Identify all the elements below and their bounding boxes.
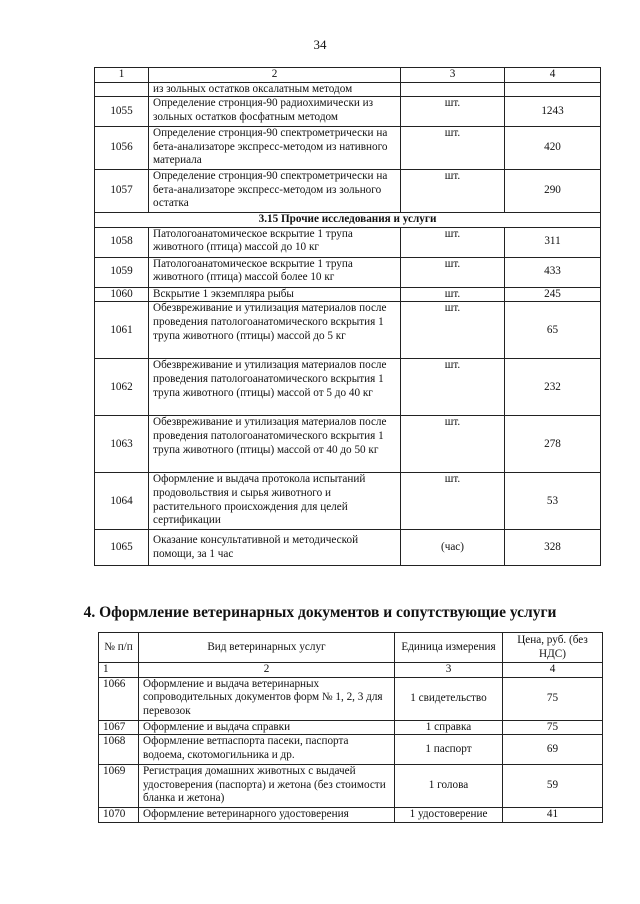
unit: (час) bbox=[401, 530, 505, 566]
service-name: Вскрытие 1 экземпляра рыбы bbox=[149, 287, 401, 302]
unit: шт. bbox=[401, 416, 505, 473]
column-index: 4 bbox=[505, 68, 601, 83]
row-number: 1064 bbox=[95, 473, 149, 530]
section-heading: 3.15 Прочие исследования и услуги bbox=[95, 213, 601, 228]
row-number: 1061 bbox=[95, 302, 149, 359]
unit: 1 голова bbox=[395, 765, 503, 808]
table-row bbox=[95, 127, 601, 170]
service-name: Определение стронция-90 спектрометрически на бета-анализаторе экспресс-методом из нативного материала bbox=[149, 127, 401, 170]
service-name: Оформление и выдача ветеринарных сопроводительных документов форм № 1, 2, 3 для перевозок bbox=[139, 677, 395, 720]
unit: шт. bbox=[401, 127, 505, 170]
service-name: Обезвреживание и утилизация материалов после проведения патологоанатомического вскрытия 1 трупа животного (птицы) массой от 40 до 50 кг bbox=[149, 416, 401, 473]
price: 245 bbox=[505, 287, 601, 302]
table-row bbox=[99, 735, 603, 765]
row-number: 1070 bbox=[99, 808, 139, 823]
unit: шт. bbox=[401, 97, 505, 127]
service-name: Обезвреживание и утилизация материалов после проведения патологоанатомического вскрытия 1 трупа животного (птицы) массой от 5 до 40 кг bbox=[149, 359, 401, 416]
row-number: 1062 bbox=[95, 359, 149, 416]
service-name: Оформление и выдача справки bbox=[139, 720, 395, 735]
table-row bbox=[95, 257, 601, 287]
service-name: Патологоанатомическое вскрытие 1 трупа животного (птица) массой более 10 кг bbox=[149, 257, 401, 287]
service-name: из зольных остатков оксалатным методом bbox=[149, 82, 401, 97]
service-name: Обезвреживание и утилизация материалов после проведения патологоанатомического вскрытия 1 трупа животного (птицы) массой до 5 кг bbox=[149, 302, 401, 359]
service-name: Патологоанатомическое вскрытие 1 трупа животного (птица) массой до 10 кг bbox=[149, 227, 401, 257]
price-table-section-3 bbox=[94, 67, 601, 566]
table-row-continuation bbox=[95, 82, 601, 97]
row-number: 1069 bbox=[99, 765, 139, 808]
price: 311 bbox=[505, 227, 601, 257]
unit: шт. bbox=[401, 227, 505, 257]
price: 75 bbox=[503, 677, 603, 720]
table-row bbox=[95, 416, 601, 473]
table-row bbox=[99, 720, 603, 735]
row-number: 1057 bbox=[95, 170, 149, 213]
column-index: 4 bbox=[503, 663, 603, 678]
price-table-section-4 bbox=[98, 632, 603, 823]
column-index: 1 bbox=[99, 663, 139, 678]
row-number: 1066 bbox=[99, 677, 139, 720]
service-name: Оформление ветеринарного удостоверения bbox=[139, 808, 395, 823]
header-unit: Единица измерения bbox=[395, 633, 503, 663]
price: 53 bbox=[505, 473, 601, 530]
unit: 1 справка bbox=[395, 720, 503, 735]
column-index: 3 bbox=[395, 663, 503, 678]
unit: шт. bbox=[401, 359, 505, 416]
row-number: 1058 bbox=[95, 227, 149, 257]
table-column-index-row bbox=[99, 663, 603, 678]
unit: 1 свидетельство bbox=[395, 677, 503, 720]
service-name: Оказание консультативной и методической помощи, за 1 час bbox=[149, 530, 401, 566]
row-number: 1065 bbox=[95, 530, 149, 566]
column-index: 1 bbox=[95, 68, 149, 83]
table-row bbox=[95, 530, 601, 566]
row-number: 1060 bbox=[95, 287, 149, 302]
table-row bbox=[99, 808, 603, 823]
column-index: 3 bbox=[401, 68, 505, 83]
header-number: № п/п bbox=[99, 633, 139, 663]
row-number: 1068 bbox=[99, 735, 139, 765]
header-service: Вид ветеринарных услуг bbox=[139, 633, 395, 663]
page-number: 34 bbox=[313, 37, 327, 52]
table-row bbox=[95, 287, 601, 302]
table-column-index-row bbox=[95, 68, 601, 83]
price: 328 bbox=[505, 530, 601, 566]
column-index: 2 bbox=[139, 663, 395, 678]
price: 59 bbox=[503, 765, 603, 808]
unit: шт. bbox=[401, 257, 505, 287]
table-row bbox=[99, 677, 603, 720]
price: 232 bbox=[505, 359, 601, 416]
row-number: 1056 bbox=[95, 127, 149, 170]
row-number: 1055 bbox=[95, 97, 149, 127]
price: 278 bbox=[505, 416, 601, 473]
service-name: Регистрация домашних животных с выдачей удостоверения (паспорта) и жетона (без стоимости бланка и жетона) bbox=[139, 765, 395, 808]
unit: 1 удостоверение bbox=[395, 808, 503, 823]
table-row bbox=[95, 170, 601, 213]
service-name: Определение стронция-90 радиохимически из зольных остатков фосфатным методом bbox=[149, 97, 401, 127]
price: 420 bbox=[505, 127, 601, 170]
price: 290 bbox=[505, 170, 601, 213]
table-row bbox=[95, 359, 601, 416]
section-title: 4. Оформление ветеринарных документов и сопутствующие услуги bbox=[83, 604, 557, 621]
unit: шт. bbox=[401, 287, 505, 302]
row-number: 1063 bbox=[95, 416, 149, 473]
table-row bbox=[95, 473, 601, 530]
row-number: 1059 bbox=[95, 257, 149, 287]
table-row bbox=[95, 302, 601, 359]
unit: 1 паспорт bbox=[395, 735, 503, 765]
price: 433 bbox=[505, 257, 601, 287]
header-price: Цена, руб. (без НДС) bbox=[503, 633, 603, 663]
column-index: 2 bbox=[149, 68, 401, 83]
price: 41 bbox=[503, 808, 603, 823]
table-row bbox=[99, 765, 603, 808]
row-number: 1067 bbox=[99, 720, 139, 735]
section-heading-row bbox=[95, 213, 601, 228]
unit: шт. bbox=[401, 170, 505, 213]
price: 75 bbox=[503, 720, 603, 735]
unit: шт. bbox=[401, 473, 505, 530]
service-name: Определение стронция-90 спектрометрически на бета-анализаторе экспресс-методом из зольного остатка bbox=[149, 170, 401, 213]
table-header-row bbox=[99, 633, 603, 663]
table-row bbox=[95, 97, 601, 127]
service-name: Оформление ветпаспорта пасеки, паспорта водоема, скотомогильника и др. bbox=[139, 735, 395, 765]
unit: шт. bbox=[401, 302, 505, 359]
price: 65 bbox=[505, 302, 601, 359]
price: 1243 bbox=[505, 97, 601, 127]
price: 69 bbox=[503, 735, 603, 765]
table-row bbox=[95, 227, 601, 257]
service-name: Оформление и выдача протокола испытаний продовольствия и сырья животного и растительного происхождения для целей сертификации bbox=[149, 473, 401, 530]
